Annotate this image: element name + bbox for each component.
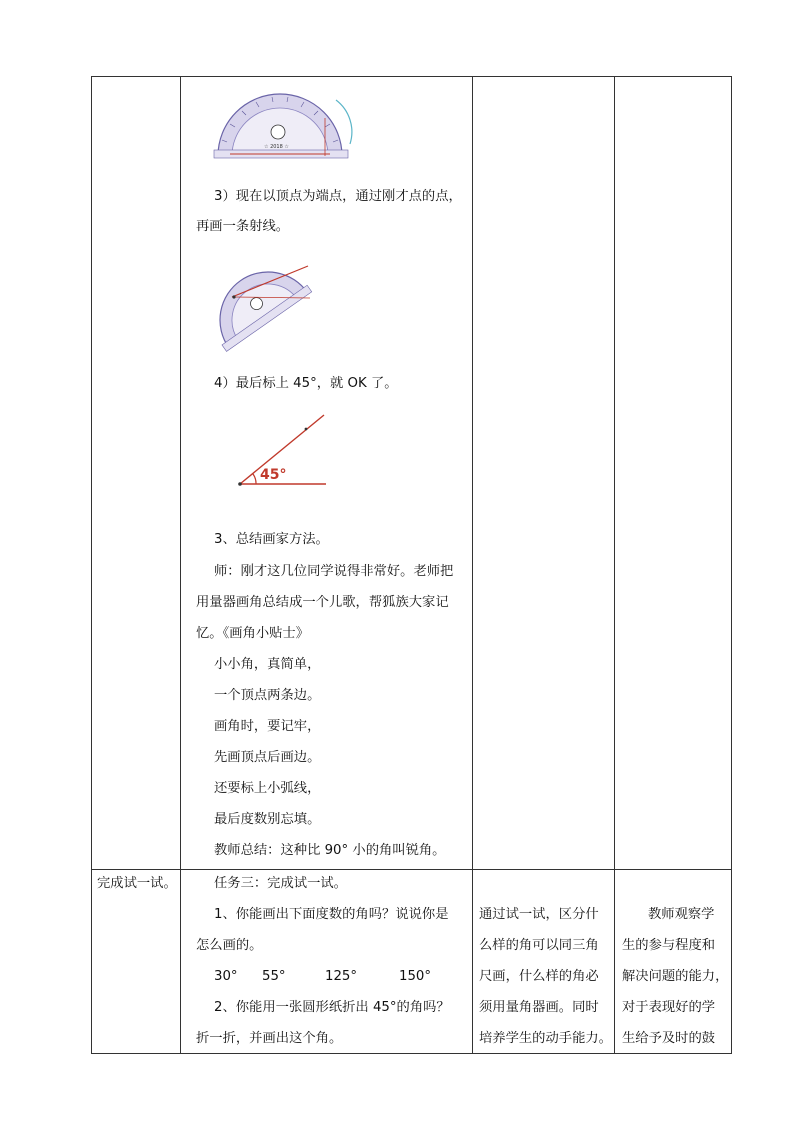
poem-line-3: 画角时，要记牢， — [214, 719, 321, 734]
degree-30: 30° — [214, 969, 238, 984]
task-three: 任务三：完成试一试。 — [214, 876, 347, 891]
summary-line-1: 师：刚才这几位同学说得非常好。老师把 — [214, 564, 454, 579]
step4-line: 4）最后标上 45°，就 OK 了。 — [214, 376, 398, 391]
angle-label: 45° — [260, 467, 287, 483]
assessment-line-2: 生的参与程度和 — [622, 938, 716, 953]
assessment-line-5: 生给予及时的鼓 — [622, 1031, 716, 1046]
protractor-1-text: ☆ 2018 ☆ — [264, 144, 289, 150]
poem-line-4: 先画顶点后画边。 — [214, 750, 321, 765]
summary-heading: 3、总结画家方法。 — [214, 532, 329, 547]
purpose-line-1: 通过试一试，区分什 — [479, 907, 599, 922]
degree-55: 55° — [262, 969, 286, 984]
assessment-line-4: 对于表现好的学 — [622, 1000, 716, 1015]
row2-activity: 完成试一试。 — [97, 876, 177, 891]
row-divider — [92, 869, 731, 870]
poem-line-2: 一个顶点两条边。 — [214, 688, 321, 703]
question-1-line-1: 1、你能画出下面度数的角吗？说说你是 — [214, 907, 449, 922]
step3-line1: 3）现在以顶点为端点，通过刚才点的点， — [214, 189, 462, 204]
assessment-line-1: 教师观察学 — [648, 907, 715, 922]
column-divider — [614, 77, 615, 1053]
poem-line-6: 最后度数别忘填。 — [214, 812, 321, 827]
degree-125: 125° — [325, 969, 358, 984]
purpose-line-4: 须用量角器画。同时 — [479, 1000, 599, 1015]
purpose-line-2: 么样的角可以同三角 — [479, 938, 599, 953]
angle-45-figure — [232, 408, 332, 492]
summary-line-3: 忆。《画角小贴士》 — [196, 626, 310, 641]
teacher-summary: 教师总结：这种比 90° 小的角叫锐角。 — [214, 843, 446, 858]
protractor-figure-2 — [212, 250, 324, 360]
degree-150: 150° — [399, 969, 432, 984]
column-divider — [180, 77, 181, 1053]
column-divider — [472, 77, 473, 1053]
purpose-line-5: 培养学生的动手能力。 — [479, 1031, 612, 1046]
purpose-line-3: 尺画，什么样的角必 — [479, 969, 599, 984]
poem-line-1: 小小角，真简单， — [214, 657, 321, 672]
question-1-line-2: 怎么画的。 — [196, 938, 263, 953]
step3-line2: 再画一条射线。 — [196, 219, 290, 234]
question-2-line-2: 折一折，并画出这个角。 — [196, 1031, 343, 1046]
poem-line-5: 还要标上小弧线， — [214, 781, 321, 796]
summary-line-2: 用量器画角总结成一个儿歌，帮狐族大家记 — [196, 595, 449, 610]
assessment-line-3: 解决问题的能力， — [622, 969, 729, 984]
protractor-figure-1 — [210, 80, 355, 162]
question-2-line-1: 2、你能用一张圆形纸折出 45°的角吗？ — [214, 1000, 450, 1015]
